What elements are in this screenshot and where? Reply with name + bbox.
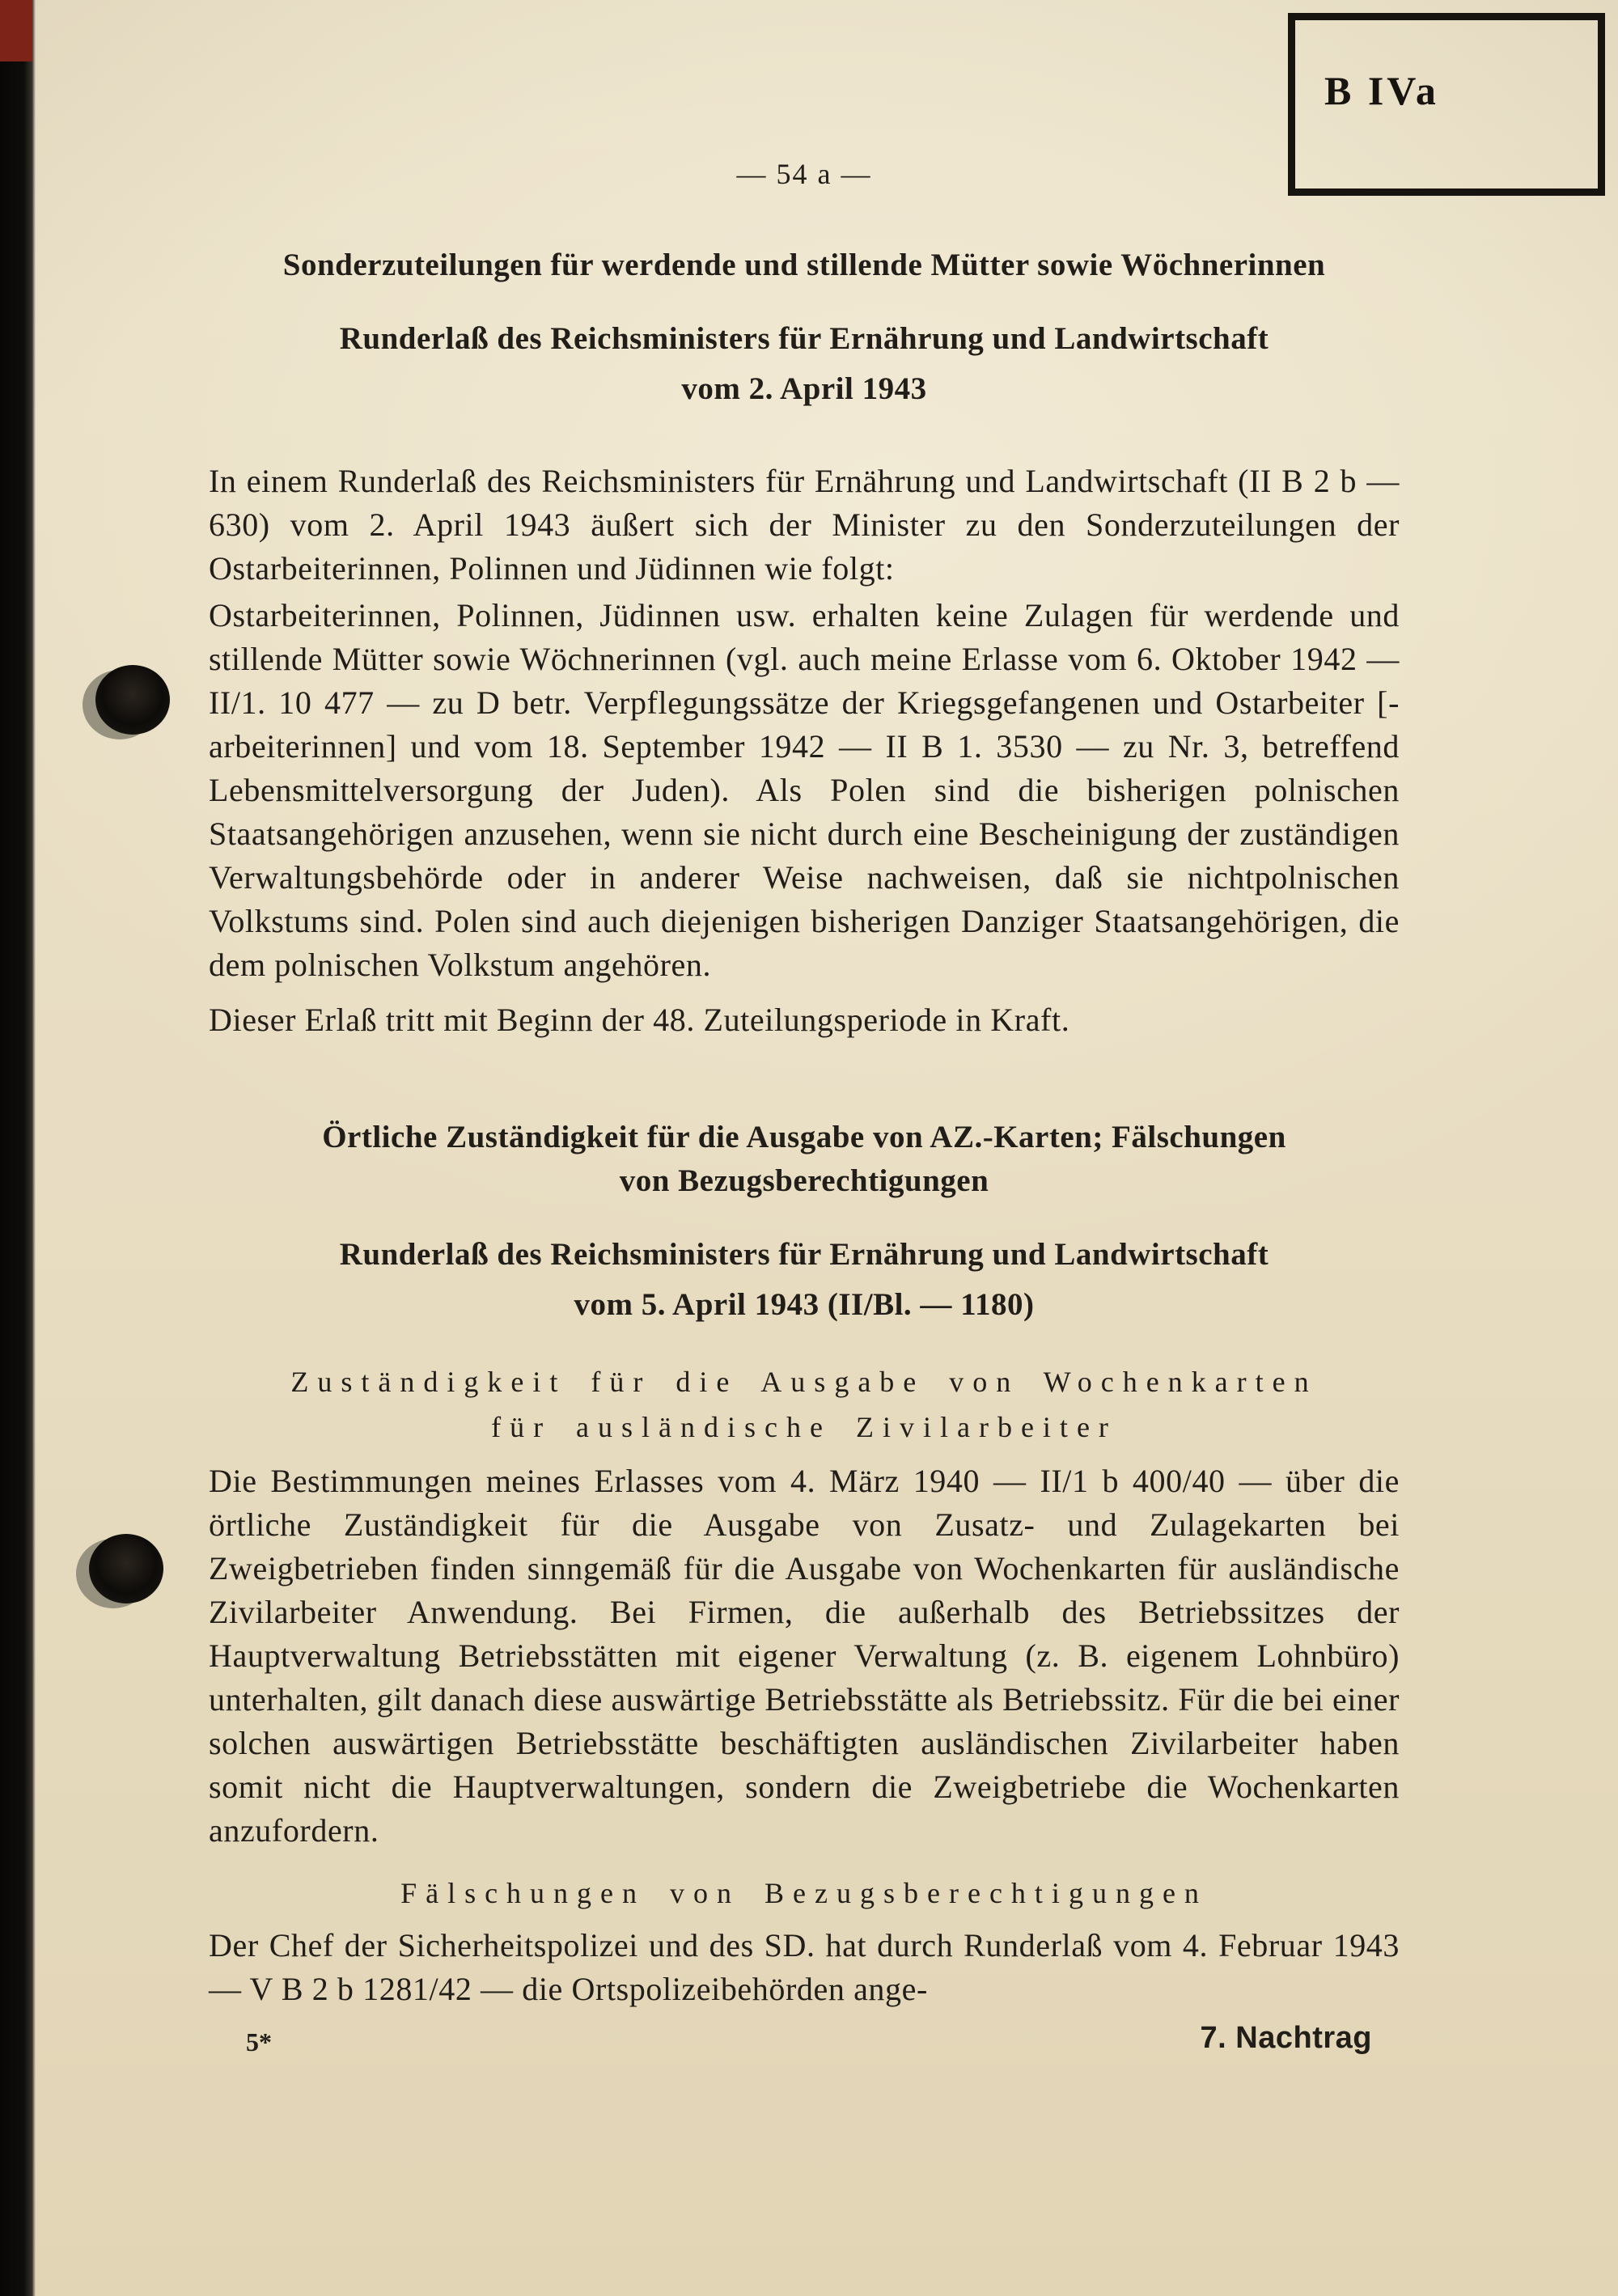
decree2-title-line2: von Bezugsberechtigungen — [619, 1163, 989, 1198]
supplement-label: 7. Nachtrag — [1200, 2021, 1372, 2055]
decree1-issuer-line1: Runderlaß des Reichsministers für Ernährung und Landwirtschaft — [339, 321, 1269, 356]
punch-hole-top — [95, 665, 170, 735]
classification-label: B IVa — [1324, 68, 1439, 113]
decree1-paragraph-1: In einem Runderlaß des Reichsministers für Ernährung und Landwirtschaft (II B 2 b — 630) vom 2. April 1943 äußert sich der Minister zu den Sonderzuteilungen der Ostarbeiterinnen, Polinnen und Jüdinnen wie folgt: — [209, 463, 1400, 587]
footnote-marker: 5* — [246, 2027, 272, 2057]
page-number: — 54 a — — [736, 158, 872, 190]
decree1-paragraph-2: Ostarbeiterinnen, Polinnen, Jüdinnen usw. erhalten keine Zulagen für werdende und stillende Mütter sowie Wöchnerinnen (vgl. auch meine Erlasse vom 6. Oktober 1942 — II/1. 10 477 — zu D betr. Verpflegungssätze der Kriegsgefangenen und Ostarbeiter [-arbeiterinnen] und vom 18. September 1942 — II B 1. 3530 — zu Nr. 3, betreffend Lebensmittelversorgung der Juden). Als Polen sind die bisherigen polnischen Staatsangehörigen anzusehen, wenn sie nicht durch eine Bescheinigung der zuständigen Verwaltungsbehörde oder in anderer Weise nachweisen, daß sie nichtpolnischen Volkstums sind. Polen sind auch diejenigen bisherigen Danziger Staatsangehörigen, die dem polnischen Volkstum angehören. — [209, 597, 1400, 983]
subsection1-heading-line1: Zuständigkeit für die Ausgabe von Wochenkarten — [290, 1366, 1318, 1398]
subsection1-heading-line2: für ausländische Zivilarbeiter — [491, 1411, 1117, 1443]
scan-edge-strip — [0, 0, 36, 2296]
subsection2-paragraph: Der Chef der Sicherheitspolizei und des SD. hat durch Runderlaß vom 4. Februar 1943 — V B 2 b 1281/42 — die Ortspolizeibehörden ange- — [209, 1927, 1400, 2007]
subsection2-heading: Fälschungen von Bezugsberechtigungen — [400, 1877, 1208, 1909]
punch-hole-bottom — [89, 1534, 163, 1603]
decree2-issuer-line2: vom 5. April 1943 (II/Bl. — 1180) — [574, 1287, 1035, 1322]
decree2-title-line1: Örtliche Zuständigkeit für die Ausgabe von AZ.-Karten; Fälschungen — [322, 1120, 1286, 1154]
decree2-issuer-line1: Runderlaß des Reichsministers für Ernährung und Landwirtschaft — [339, 1237, 1269, 1272]
scan-edge-red-mark — [0, 0, 32, 61]
page-content — [209, 0, 1400, 2011]
decree1-issuer-line2: vom 2. April 1943 — [681, 371, 927, 406]
decree1-paragraph-3: Dieser Erlaß tritt mit Beginn der 48. Zuteilungsperiode in Kraft. — [209, 1002, 1070, 1038]
subsection1-paragraph: Die Bestimmungen meines Erlasses vom 4. März 1940 — II/1 b 400/40 — über die örtliche Zuständigkeit für die Ausgabe von Zusatz- und Zulagekarten bei Zweigbetrieben finden sinngemäß für die Ausgabe von Wochenkarten für ausländische Zivilarbeiter Anwendung. Bei Firmen, die außerhalb des Betriebssitzes der Hauptverwaltung Betriebsstätten mit eigener Verwaltung (z. B. eigenem Lohnbüro) unterhalten, gilt danach diese auswärtige Betriebsstätte als Betriebssitz. Für die bei einer solchen auswärtigen Betriebsstätte beschäftigten ausländischen Zivilarbeiter haben somit nicht die Hauptverwaltungen, sondern die Zweigbetriebe die Wochenkarten anzufordern. — [209, 1463, 1400, 1849]
decree1-title: Sonderzuteilungen für werdende und stillende Mütter sowie Wöchnerinnen — [282, 248, 1326, 282]
